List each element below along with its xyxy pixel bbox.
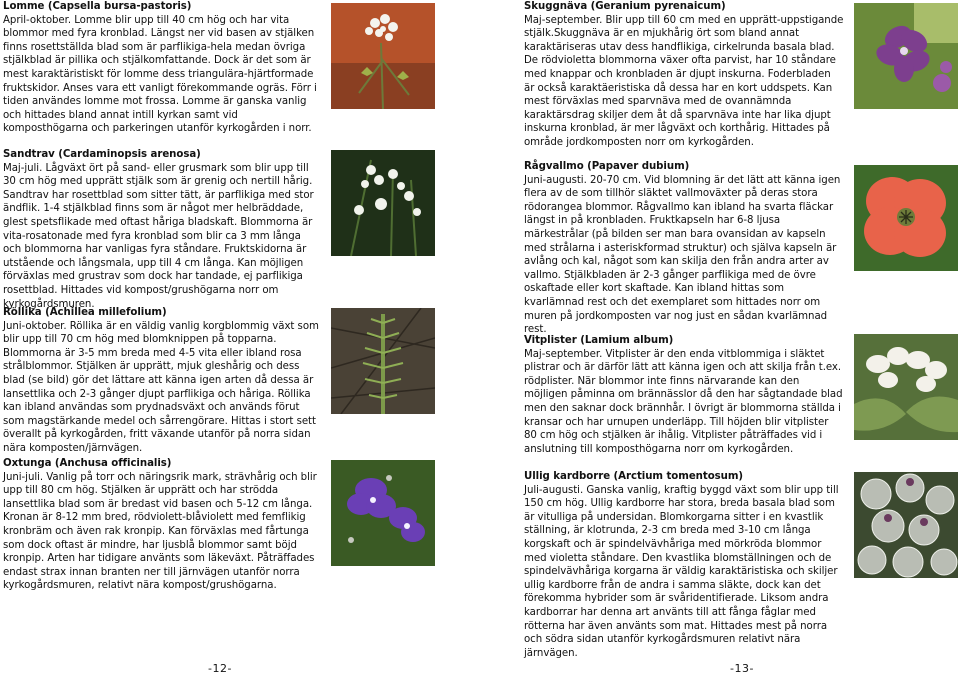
white-deadnettle-photo: [854, 334, 958, 440]
white-flowers-photo: [331, 3, 435, 109]
species-description: Maj-september. Vitplister är den enda vitblommiga i släktet plistrar och är därför lätt att känna igen och att skilja från t.ex. rödplister. När blommor inte finns närvarande kan den möjligen påminna om brännässlor då den har sågtandade blad men den saknar dock brännhår. I övrigt är blommorna ställda i kransar och har urnupen underläpp. Till höjden blir vitplister 80 cm hög och stjälken är ihålig. Vitplister påträffades vid i anslutning till komposthögarna norr om kyrkogården.: [524, 348, 843, 455]
poppy-photo: [854, 165, 958, 271]
species-title: Lomme (Capsella bursa-pastoris): [3, 1, 192, 12]
species-entry-rollika: [3, 306, 321, 456]
species-description: Maj-september. Blir upp till 60 cm med en upprätt-uppstigande stjälk.Skuggnäva är en mjukhårig ört som bland annat karaktäriseras utav dess handflikiga, cirkelrunda basala blad. De rödvioletta blommorna växer ofta parvist, har 10 ståndare med knappar och kronbladen är djupt inskurna. Foderbladen är också karaktäeristiska då dessa har en kort uddspets. Kan mest förväxlas med sparvnäva med de ovannämnda karaktärsdrag skiljer dem åt då sparvnäva inte har lika djupt inskurna kronblad, är mer lågväxt och korthårig. Hittades på område jordkomposten norr om kyrkogården.: [524, 14, 844, 148]
yarrow-leaf-photo: [331, 308, 435, 414]
page-number-left: -12-: [208, 662, 232, 675]
species-title: Oxtunga (Anchusa officinalis): [3, 458, 172, 469]
species-description: Juni-juli. Vanlig på torr och näringsrik mark, strävhårig och blir upp till 80 cm hög. Stjälken är upprätt och har strödda lansettlika blad som är bredast vid basen och 5-12 cm långa. Kronan är 8-12 mm bred, rödviolett-blåviolett med femflikig kronbräm och även rak kronpip. Kan förväxlas med fårtunga som dock oftast är mindre, har ljusblå blommor samt böjd kronpip. Arten har tidigare använts som läkeväxt. Påträffades endast strax innan branten ner till järnvägen utanför norra kyrkogårdsmuren, relativt nära kompost/grushögarna.: [3, 471, 317, 592]
entry-text: [3, 148, 321, 311]
species-description: Juli-augusti. Ganska vanlig, kraftig byggd växt som blir upp till 150 cm hög. Ullig kardborre har stora, breda basala blad som är vitulliga på undersidan. Blomkorgarna sitter i en kvastlik ställning, är klotrunda, 2-3 cm breda med 3-10 cm långa korgskaft och är spindelvävhåriga med mörkröda blommor med violetta ståndare. Den kvastlika blomställningen och de spindelvävhåriga korgarna är väldig karaktäristiska och skiljer ullig kardborre från de andra i samma släkte, dock kan det förekomma hybrider som är svåridentifierade. Liksom andra kardborrar har denna art använts till att fånga fåglar med rötterna har även använts som mat. Hittades mest på norra och södra sidan utanför kyrkogårdsmuren relativt nära järnvägen.: [524, 484, 839, 659]
species-entry-sandtrav: [3, 148, 321, 311]
species-description: Juni-oktober. Röllika är en väldig vanlig korgblommig växt som blir upp till 70 cm hög med blomknippen på topparna. Blommorna är 3-5 mm breda med 4-5 vita eller ibland rosa strålblommor. Stjälken är upprätt, mjuk gleshårig och dess blad (se bild) gör det lättare att känna igen arten då dessa är lansettlika och 2-3 gånger djupt parflikiga och håriga. Röllika kan ibland användas som prydnadsväxt och används förut som magstärkande medel och sårrengörare. Hittas i stort sett överallt på kyrkogården, fritt växande utanför på norra sidan nära komposten/järnvägen.: [3, 320, 319, 454]
burdock-photo: [854, 472, 958, 578]
species-title: Rågvallmo (Papaver dubium): [524, 161, 690, 172]
species-entry-ragvallmo: [524, 160, 844, 337]
purple-flower-photo: [331, 460, 435, 566]
species-title: Vitplister (Lamium album): [524, 335, 674, 346]
entry-text: [524, 160, 844, 337]
geranium-photo: [854, 3, 958, 109]
species-entry-skuggnava: [524, 0, 844, 150]
species-entry-vitplister: [524, 334, 844, 456]
entry-text: [524, 0, 844, 150]
species-entry-oxtunga: [3, 457, 321, 593]
entry-text: [3, 0, 321, 136]
species-title: Skuggnäva (Geranium pyrenaicum): [524, 1, 726, 12]
entry-text: [524, 470, 844, 660]
species-title: Sandtrav (Cardaminopsis arenosa): [3, 149, 201, 160]
entry-text: [3, 457, 321, 593]
species-entry-ullig-kardborre: [524, 470, 844, 660]
species-description: Juni-augusti. 20-70 cm. Vid blomning är det lätt att känna igen flera av de som tillhör släktet vallmoväxter på deras stora rödorangea blommor. Rågvallmo kan ibland ha svarta fläckar längst in på kronbladen. Fruktkapseln har 6-8 ljusa märkestrålar (på bilden ser man bara ovansidan av kapseln med strålarna i asteriskformad struktur) och själva kapseln är avlång och kal, något som kan skilja den från andra arter av vallmo. Stjälkbladen är 2-3 gånger parflikiga med de övre oskaftade eller kort skaftade. Kan ibland hittas som kvarlämnad rest och det exemplaret som hittades norr om muren på jordkomposten var nog just en sådan kvarlämnad rest.: [524, 174, 841, 336]
entry-text: [3, 306, 321, 456]
entry-text: [524, 334, 844, 456]
species-title: Ullig kardborre (Arctium tomentosum): [524, 471, 744, 482]
species-description: April-oktober. Lomme blir upp till 40 cm hög och har vita blommor med fyra kronblad. Längst ner vid basen av stjälken finns rosettställda blad som är parflikiga-hela medan övriga stjälkblad är pillika och stjälkomfattande. Dock är det som är mest karaktäristiskt för lomme dess triangulära-hjärtformade fruktskidor. Anses vara ett vanligt förekommande ogräs. Förr i tiden användes lomme mot frossa. Lomme är ganska vanlig och hittades bland annat intill kyrkan samt vid komposthögarna och parkeringen utanför kyrkogården i norr.: [3, 14, 317, 135]
species-title: Röllika (Achillea millefolium): [3, 307, 167, 318]
page-number-right: -13-: [730, 662, 754, 675]
species-description: Maj-juli. Lågväxt ört på sand- eller grusmark som blir upp till 30 cm hög med upprätt stjälk som är grenig och nertill hårig. Sandtrav har rosettblad som sitter tätt, är parflikiga med stor ändflik. 1-4 stjälkblad finns som är något mer helbräddade, glest spetsflikade med oftast håriga bladskaft. Blommorna är vita-rosatonade med fyra kronblad som blir ca 3 mm långa och blommorna har vanligas fyra ståndare. Fruktskidorna är utstående och långsmala, upp till 4 cm långa. Kan möjligen förväxlas med grustrav som dock har tandade, ej parflikiga rosettblad. Hittades vid kompost/grushögarna norr om kyrkogårdsmuren.: [3, 162, 314, 310]
species-entry-lomme: [3, 0, 321, 136]
white-cress-photo: [331, 150, 435, 256]
